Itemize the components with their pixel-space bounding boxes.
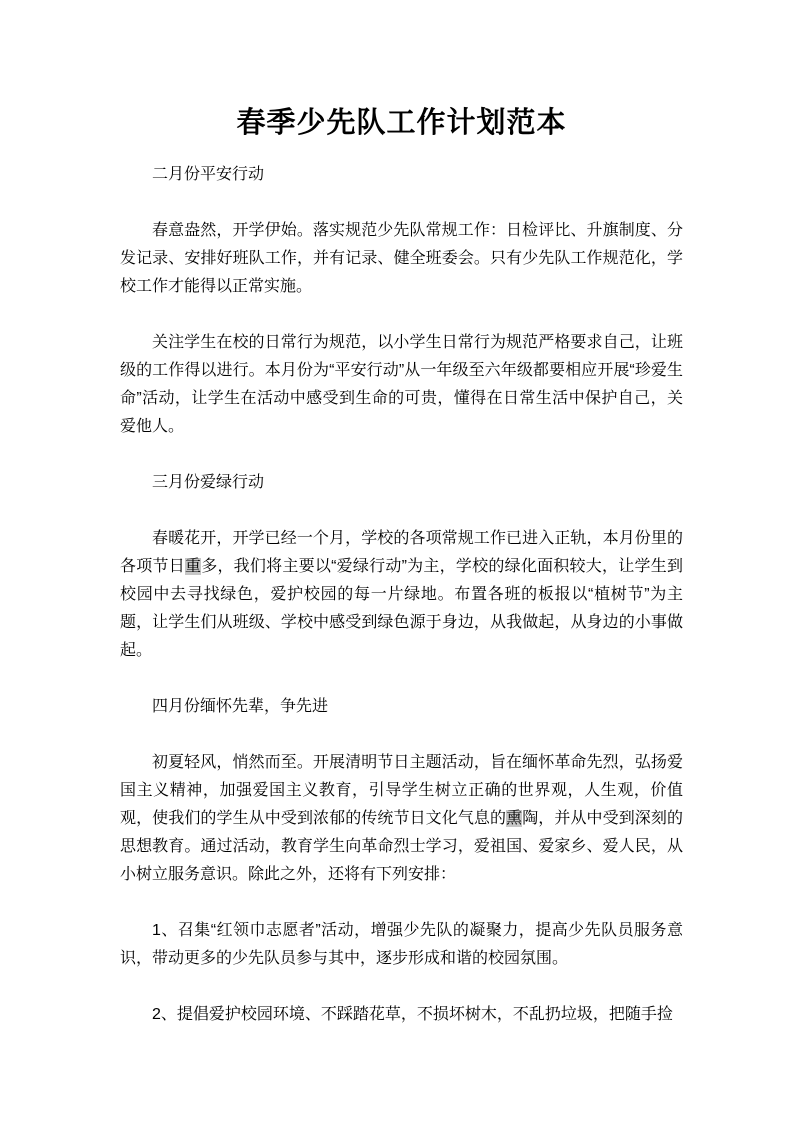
text-segment: 三月份爱绿行动 <box>152 474 265 491</box>
spellcheck-highlight: 熏 <box>506 810 523 827</box>
text-segment: 四月份缅怀先辈，争先进 <box>152 698 329 715</box>
text-segment: 春意盎然，开学伊始。落实规范少先队常规工作：日检评比、升旗制度、分发记录、安排好班队工作，并有记录、健全班委会。只有少先队工作规范化，学校工作才能得以正常实施。 <box>120 222 683 295</box>
text-segment: 2、提倡爱护校园环境、不踩踏花草，不损坏树木，不乱扔垃圾，把随手捡 <box>152 1006 673 1023</box>
section-heading <box>120 469 683 497</box>
body-paragraph <box>120 917 683 973</box>
document-title: 春季少先队工作计划范本 <box>236 107 567 139</box>
text-segment: 关注学生在校的日常行为规范，以小学生日常行为规范严格要求自己，让班级的工作得以进行。本月份为“平安行动”从一年级至六年级都要相应开展“珍爱生命”活动，让学生在活动中感受到生命的可贵，懂得在日常生活中保护自己，关爱他人。 <box>120 334 683 435</box>
text-segment: 1、召集“红领巾志愿者”活动，增强少先队的凝聚力，提高少先队员服务意识，带动更多的少先队员参与其中，逐步形成和谐的校园氛围。 <box>120 922 683 967</box>
text-segment: 陶，并从中受到深刻的思想教育。通过活动，教育学生向革命烈士学习，爱祖国、爱家乡、爱人民，从小树立服务意识。除此之外，还将有下列安排： <box>120 810 683 883</box>
body-paragraph <box>120 1001 683 1029</box>
text-segment: 多，我们将主要以“爱绿行动”为主，学校的绿化面积较大，让学生到校园中去寻找绿色，爱护校园的每一片绿地。布置各班的板报以“植树节”为主题，让学生们从班级、学校中感受到绿色源于身边，从我做起，从身边的小事做起。 <box>120 558 683 659</box>
text-segment: 二月份平安行动 <box>152 166 265 183</box>
text-segment: 春暖花开，开学已经一个月，学校的各项常规工作已进入正轨，本月份里的各项节日 <box>120 530 683 575</box>
document-body <box>120 161 683 1029</box>
body-paragraph <box>120 525 683 665</box>
body-paragraph <box>120 749 683 889</box>
spellcheck-highlight: 重 <box>184 558 202 575</box>
section-heading <box>120 161 683 189</box>
text-segment: 初夏轻风，悄然而至。开展清明节日主题活动，旨在缅怀革命先烈，弘扬爱国主义精神，加强爱国主义教育，引导学生树立正确的世界观，人生观，价值观，使我们的学生从中受到浓郁的传统节日文化气息的 <box>120 754 683 827</box>
section-heading <box>120 693 683 721</box>
body-paragraph <box>120 217 683 301</box>
body-paragraph <box>120 329 683 441</box>
